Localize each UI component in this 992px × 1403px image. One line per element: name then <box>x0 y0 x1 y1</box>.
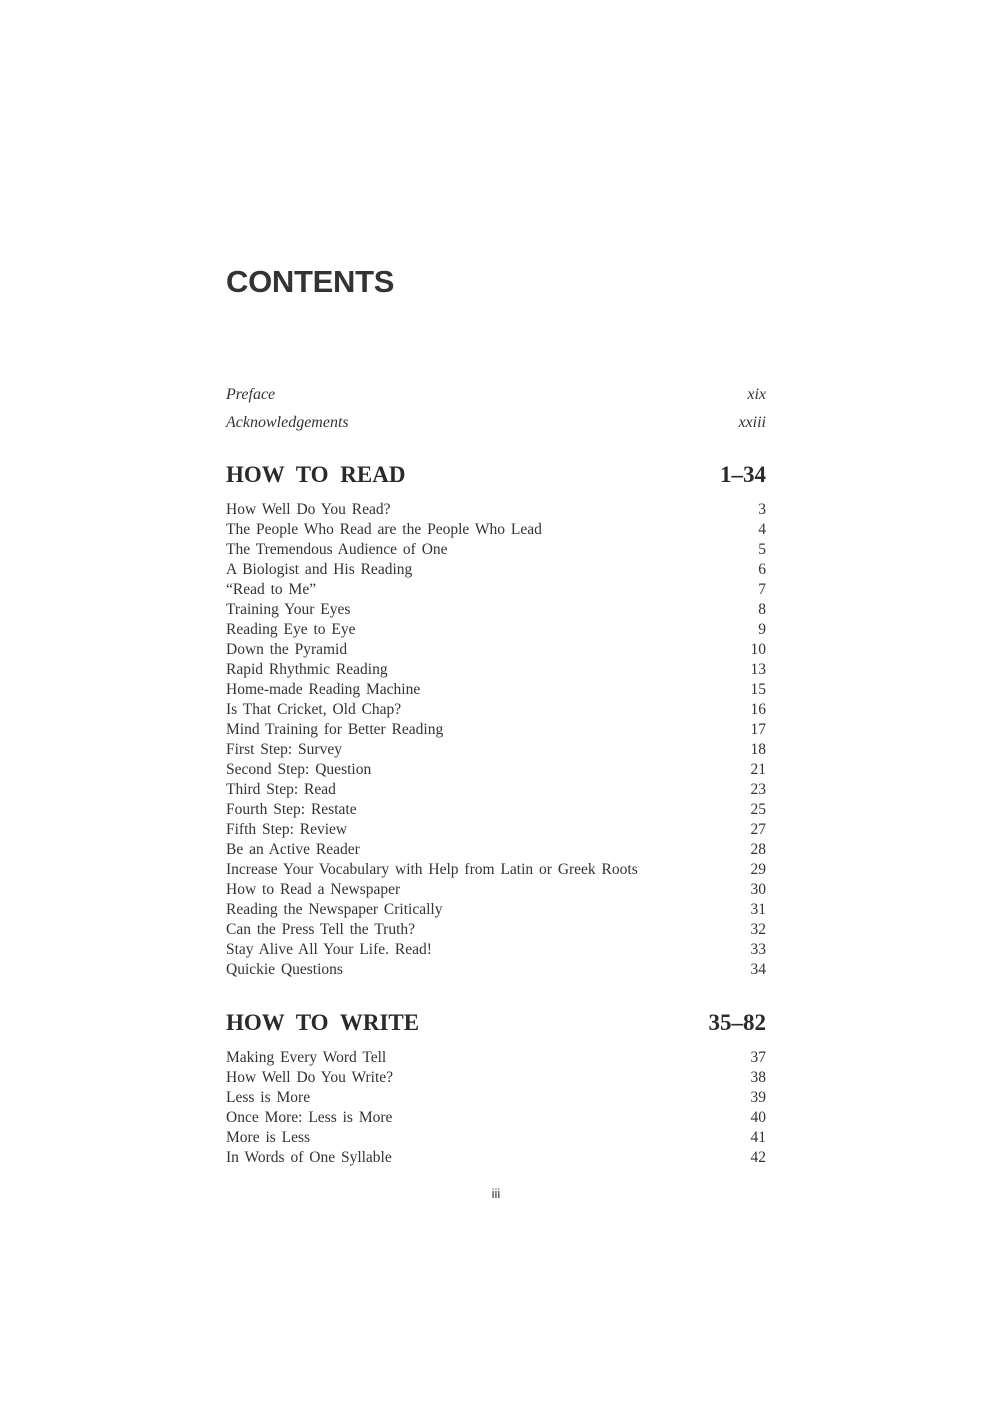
toc-entry-title: Is That Cricket, Old Chap? <box>226 701 402 718</box>
toc-entry-page: 41 <box>750 1129 766 1146</box>
toc-entry-title: How Well Do You Write? <box>226 1069 394 1086</box>
toc-entry-page: 4 <box>758 521 766 538</box>
toc-entry-title: Once More: Less is More <box>226 1109 393 1126</box>
toc-entry <box>226 920 766 940</box>
section-how-to-read <box>226 462 766 980</box>
section-page-range: 1–34 <box>720 462 766 487</box>
toc-entry-page: 16 <box>750 701 766 718</box>
toc-entry <box>226 720 766 740</box>
toc-entry-page: 17 <box>750 721 766 738</box>
toc-entry <box>226 1108 766 1128</box>
toc-entry-page: 30 <box>750 881 766 898</box>
toc-entry-page: 3 <box>758 501 766 518</box>
toc-entry-title: Rapid Rhythmic Reading <box>226 661 388 678</box>
toc-entry <box>226 600 766 620</box>
toc-entry <box>226 880 766 900</box>
toc-entry <box>226 540 766 560</box>
toc-entry-title: In Words of One Syllable <box>226 1149 392 1166</box>
toc-entry <box>226 780 766 800</box>
toc-entry-page: 15 <box>750 681 766 698</box>
toc-entry-page: 13 <box>750 661 766 678</box>
toc-entry <box>226 520 766 540</box>
toc-entry <box>226 620 766 640</box>
section-entries <box>226 1048 766 1168</box>
toc-entry-page: 34 <box>750 961 766 978</box>
front-matter-label: Preface <box>226 386 276 403</box>
toc-entry <box>226 680 766 700</box>
toc-entry-title: Reading the Newspaper Critically <box>226 901 443 918</box>
toc-entry <box>226 500 766 520</box>
section-entries <box>226 500 766 980</box>
toc-entry-page: 18 <box>750 741 766 758</box>
toc-entry-page: 6 <box>758 561 766 578</box>
toc-entry-title: Mind Training for Better Reading <box>226 721 444 738</box>
toc-entry-title: Down the Pyramid <box>226 641 348 658</box>
toc-entry-title: Reading Eye to Eye <box>226 621 356 638</box>
toc-entry-page: 5 <box>758 541 766 558</box>
toc-entry <box>226 800 766 820</box>
toc-entry <box>226 700 766 720</box>
toc-entry-page: 38 <box>750 1069 766 1086</box>
toc-entry-title: Stay Alive All Your Life. Read! <box>226 941 432 958</box>
toc-entry <box>226 1088 766 1108</box>
section-heading <box>226 462 766 500</box>
toc-entry-title: Home-made Reading Machine <box>226 681 421 698</box>
toc-entry <box>226 580 766 600</box>
toc-entry-title: More is Less <box>226 1129 311 1146</box>
toc-entry-title: Second Step: Question <box>226 761 372 778</box>
front-matter-preface <box>226 384 766 412</box>
toc-entry <box>226 640 766 660</box>
toc-entry <box>226 860 766 880</box>
toc-entry-title: Quickie Questions <box>226 961 343 978</box>
toc-entry-page: 37 <box>750 1049 766 1066</box>
toc-entry-page: 7 <box>758 581 766 598</box>
toc-entry-page: 23 <box>750 781 766 798</box>
toc-entry <box>226 660 766 680</box>
toc-entry <box>226 820 766 840</box>
toc-entry <box>226 740 766 760</box>
toc-entry-page: 8 <box>758 601 766 618</box>
page-title: CONTENTS <box>226 264 395 299</box>
section-heading <box>226 1010 766 1048</box>
toc-entry-title: Fifth Step: Review <box>226 821 348 838</box>
section-title: HOW TO WRITE <box>226 1010 420 1035</box>
toc-entry-page: 32 <box>750 921 766 938</box>
toc-entry-title: Can the Press Tell the Truth? <box>226 921 416 938</box>
toc-entry-page: 25 <box>750 801 766 818</box>
page-number: iii <box>491 1186 501 1201</box>
toc-entry-page: 39 <box>750 1089 766 1106</box>
toc-entry <box>226 560 766 580</box>
toc-entry <box>226 900 766 920</box>
toc-entry <box>226 1128 766 1148</box>
toc-entry-title: The People Who Read are the People Who Lead <box>226 521 542 538</box>
toc-entry-page: 31 <box>750 901 766 918</box>
toc-entry <box>226 1068 766 1088</box>
toc-entry-page: 33 <box>750 941 766 958</box>
toc-entry <box>226 1048 766 1068</box>
front-matter-page: xix <box>747 386 766 403</box>
section-title: HOW TO READ <box>226 462 406 487</box>
toc-entry-page: 28 <box>750 841 766 858</box>
toc-entry-title: How to Read a Newspaper <box>226 881 401 898</box>
toc-entry-title: First Step: Survey <box>226 741 342 758</box>
toc-entry-page: 21 <box>750 761 766 778</box>
section-page-range: 35–82 <box>708 1010 766 1035</box>
toc-entry <box>226 760 766 780</box>
toc-entry-title: Increase Your Vocabulary with Help from Latin or Greek Roots <box>226 861 638 878</box>
toc-entry-page: 9 <box>758 621 766 638</box>
toc-entry-page: 27 <box>750 821 766 838</box>
toc-entry-title: Training Your Eyes <box>226 601 351 618</box>
toc-entry-title: A Biologist and His Reading <box>226 561 413 578</box>
section-how-to-write <box>226 1010 766 1168</box>
toc-entry-title: Be an Active Reader <box>226 841 360 858</box>
toc-entry-title: Making Every Word Tell <box>226 1049 387 1066</box>
toc-entry-title: Fourth Step: Restate <box>226 801 357 818</box>
front-matter-page: xxiii <box>738 414 766 431</box>
toc-entry-page: 40 <box>750 1109 766 1126</box>
toc-entry <box>226 840 766 860</box>
toc-entry-page: 42 <box>750 1149 766 1166</box>
toc-entry-title: “Read to Me” <box>226 581 317 598</box>
toc-entry-title: How Well Do You Read? <box>226 501 391 518</box>
toc-entry-title: Less is More <box>226 1089 311 1106</box>
toc-entry <box>226 960 766 980</box>
front-matter-acknowledgements <box>226 412 766 440</box>
toc-entry-page: 29 <box>750 861 766 878</box>
front-matter-label: Acknowledgements <box>226 414 349 431</box>
toc-entry <box>226 1148 766 1168</box>
front-matter <box>226 384 766 440</box>
toc-entry-page: 10 <box>750 641 766 658</box>
toc-entry-title: The Tremendous Audience of One <box>226 541 448 558</box>
toc-entry-title: Third Step: Read <box>226 781 336 798</box>
toc-entry <box>226 940 766 960</box>
